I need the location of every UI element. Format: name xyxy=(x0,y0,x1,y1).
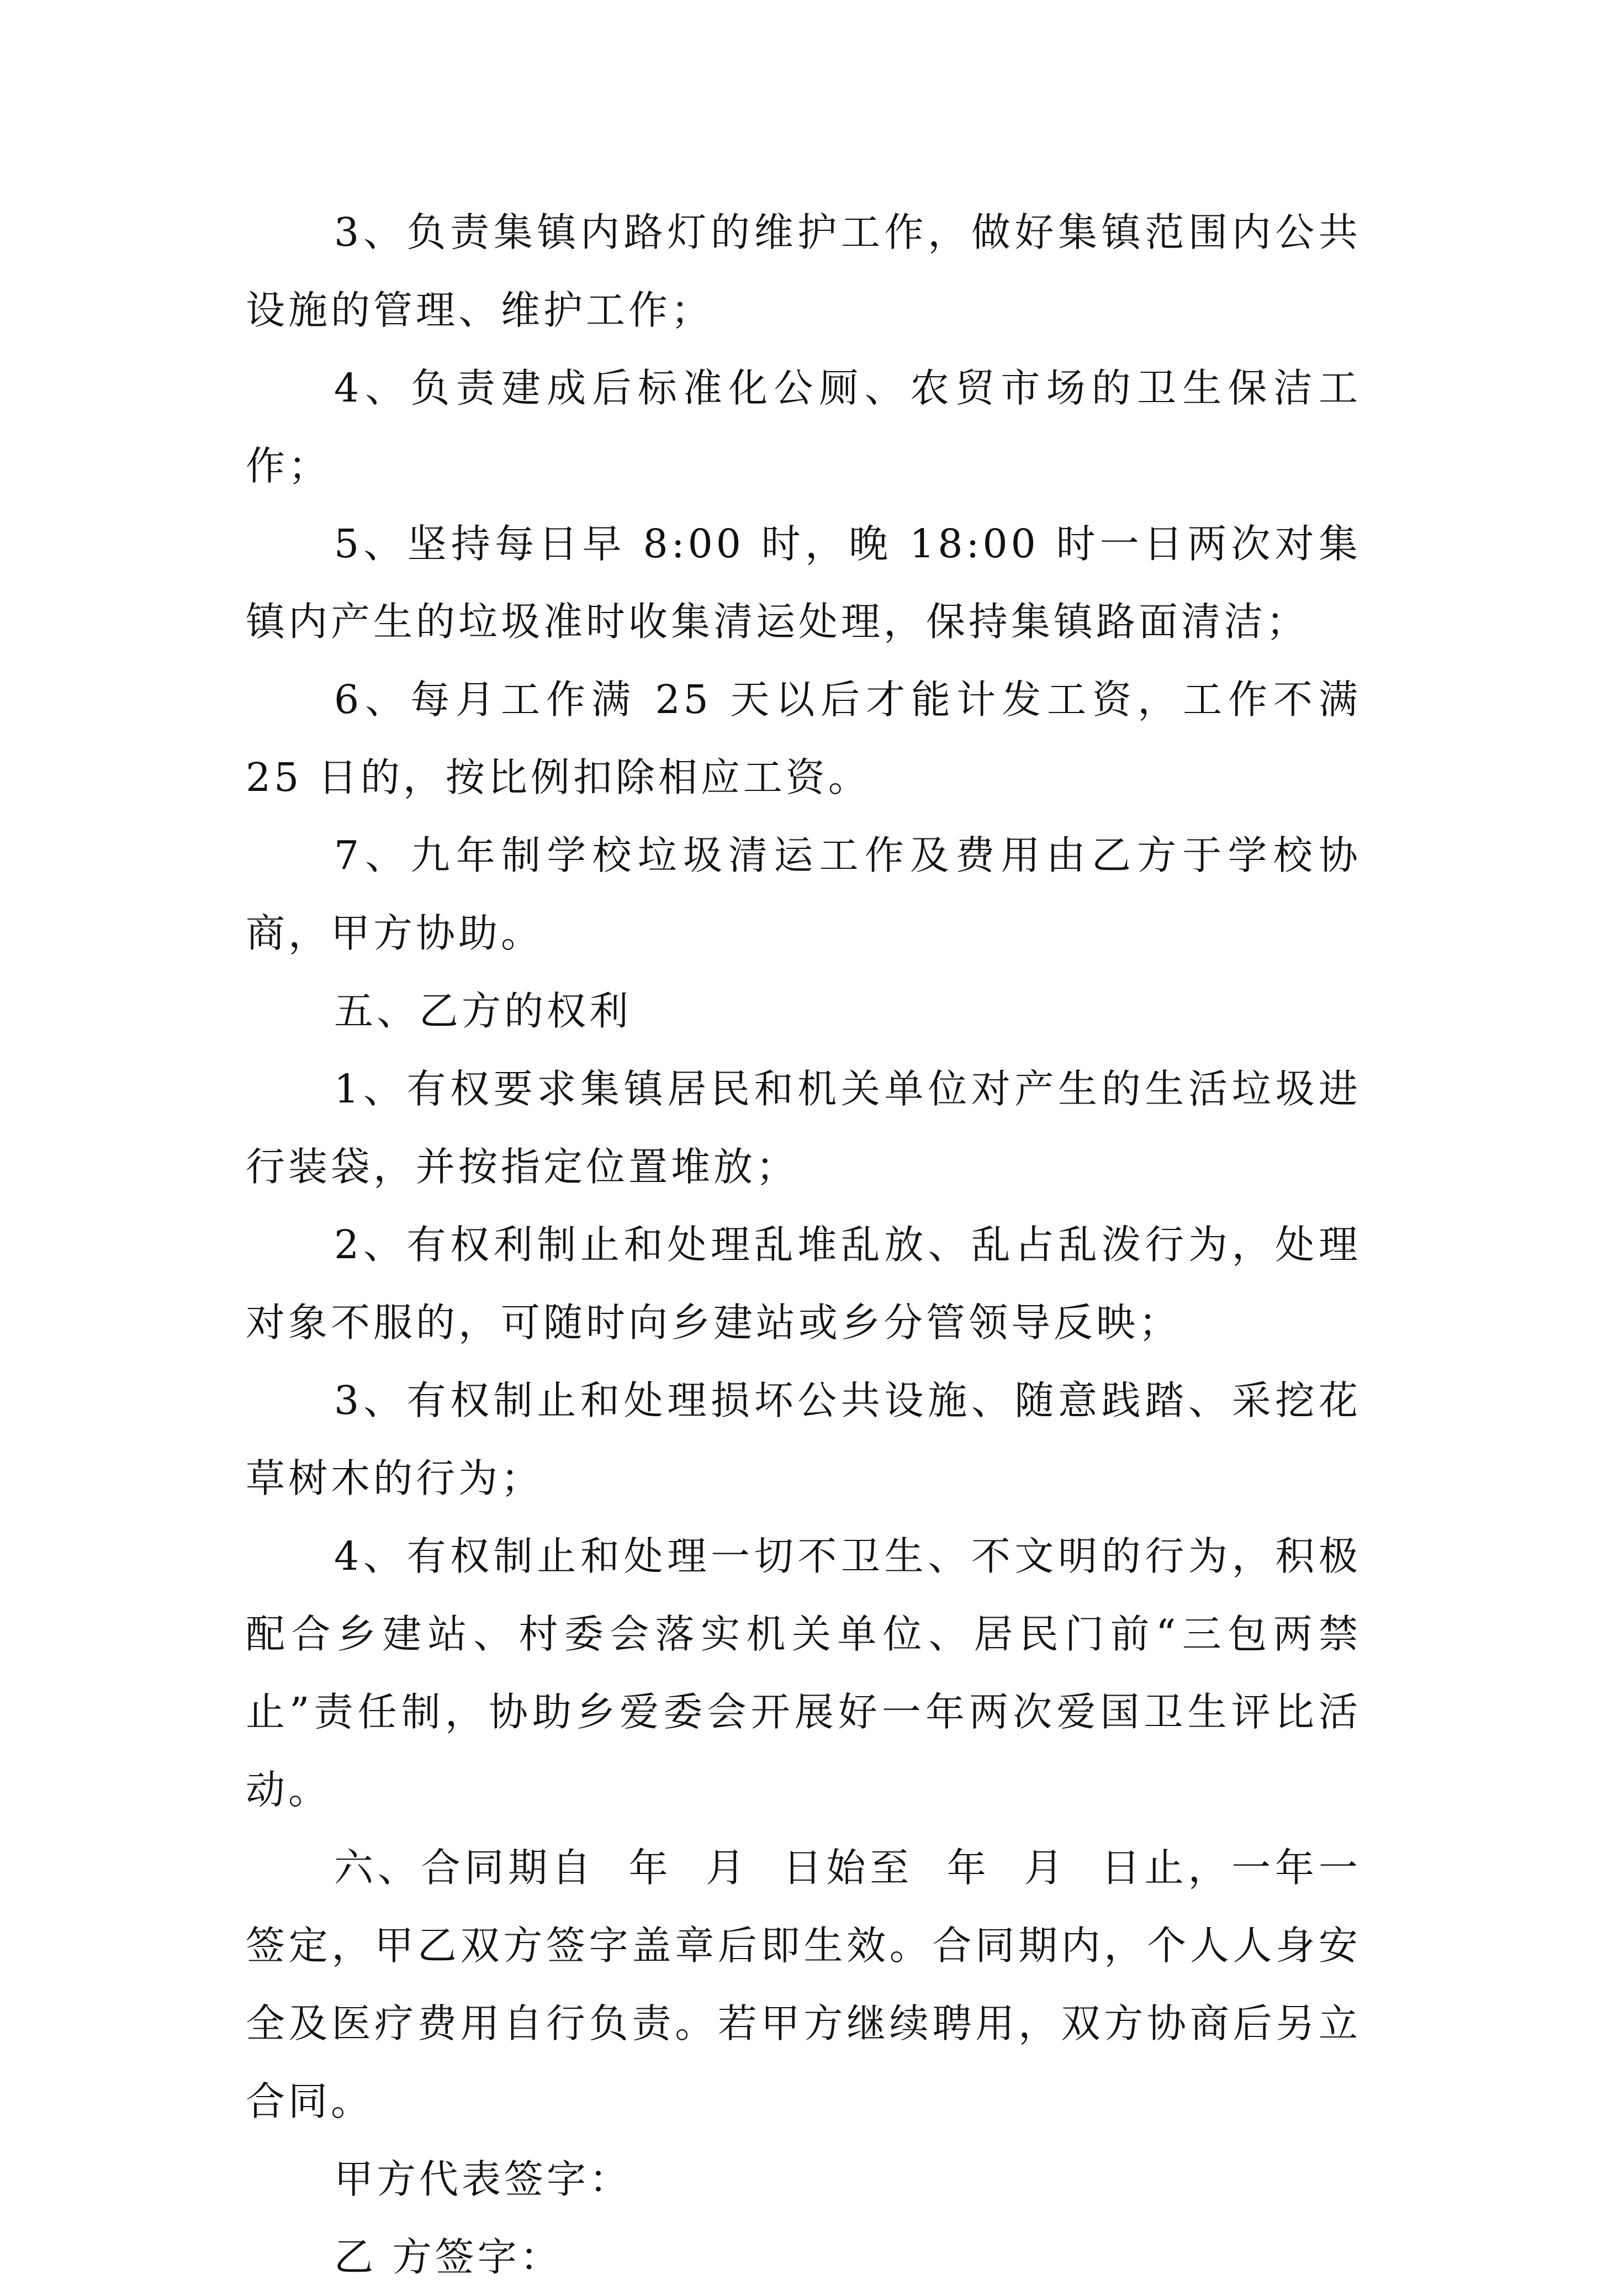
clause-3-streetlights: 3、负责集镇内路灯的维护工作，做好集镇范围内公共设施的管理、维护工作； xyxy=(246,209,1361,333)
section-heading-rights: 五、乙方的权利 xyxy=(334,988,632,1034)
clause-4-cleaning: 4、负责建成后标准化公厕、农贸市场的卫生保洁工作； xyxy=(246,365,1361,489)
section-contract-term: 六、合同期自 年 月 日始至 年 月 日止，一年一签定，甲乙双方签字盖章后即生效。合同期内，个人人身安全及医疗费用自行负责。若甲方继续聘用，双方协商后另立合同。 xyxy=(246,1845,1361,2124)
right-4-hygiene: 4、有权制止和处理一切不卫生、不文明的行为，积极配合乡建站、村委会落实机关单位、居民门前“三包两禁止”责任制，协助乡爱委会开展好一年两次爱国卫生评比活动。 xyxy=(246,1533,1361,1813)
clause-7-school: 7、九年制学校垃圾清运工作及费用由乙方于学校协商，甲方协助。 xyxy=(246,832,1361,956)
signature-party-a: 甲方代表签字： xyxy=(334,2156,632,2202)
clause-5-garbage-collection: 5、坚持每日早 8:00 时，晚 18:00 时一日两次对集镇内产生的垃圾准时收集清运处理，保持集镇路面清洁； xyxy=(246,521,1361,645)
right-1-bagging: 1、有权要求集镇居民和机关单位对产生的生活垃圾进行装袋，并按指定位置堆放； xyxy=(246,1066,1361,1190)
signature-party-b: 乙 方签字： xyxy=(334,2234,563,2280)
right-3-protect-facilities: 3、有权制止和处理损坏公共设施、随意践踏、采挖花草树木的行为； xyxy=(246,1377,1361,1501)
contract-body xyxy=(246,193,1377,2296)
right-2-stop-dumping: 2、有权利制止和处理乱堆乱放、乱占乱泼行为，处理对象不服的，可随时向乡建站或乡分管领导反映； xyxy=(246,1222,1361,1345)
clause-6-wages: 6、每月工作满 25 天以后才能计发工资，工作不满 25 日的，按比例扣除相应工资。 xyxy=(246,677,1377,800)
